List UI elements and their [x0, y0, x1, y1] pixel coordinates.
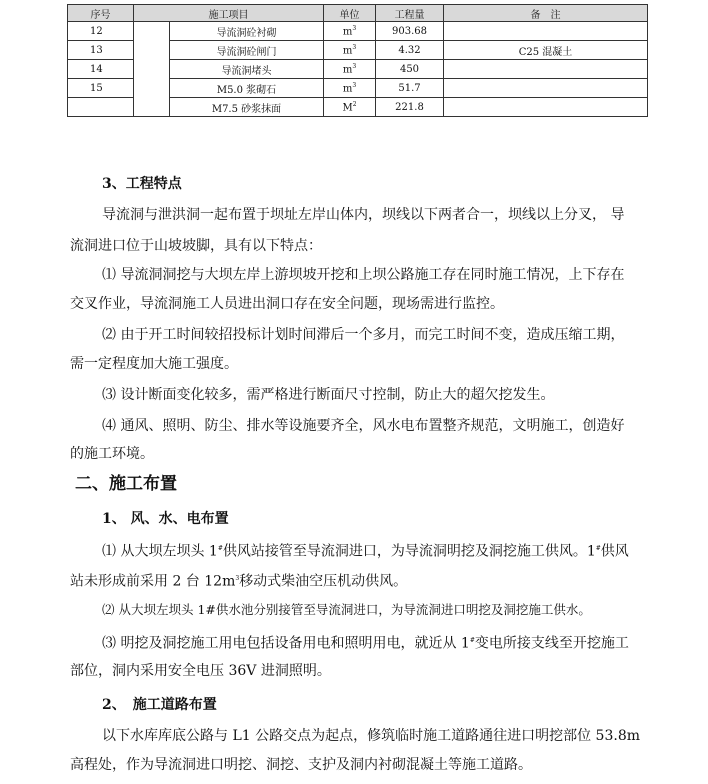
list-item-line: ⑷ 通风、照明、防尘、排水等设施要齐全，风水电布置整齐规范，文明施工，创造好 — [102, 418, 625, 434]
cell-qty: 4.32 — [376, 41, 444, 60]
paragraph-line: 以下水库库底公路与 L1 公路交点为起点，修筑临时施工道路通往进口明挖部位 53.8m — [102, 728, 640, 744]
cell-qty: 903.68 — [376, 22, 444, 41]
header-qty: 工程量 — [376, 5, 444, 22]
paragraph-line: 站未形成前采用 2 台 $12m^3$移动式柴油空压机动供风。 — [70, 573, 408, 590]
list-item-line: 需一定程度加大施工强度。 — [70, 356, 238, 372]
list-item-line: ⑵ 由于开工时间较招投标计划时间滞后一个多月，而完工时间不变，造成压缩工期， — [102, 327, 625, 343]
paragraph-line: ⑶ 明挖及洞挖施工用电包括设备用电和照明用电，就近从 1#变电所接支线至开挖施工 — [102, 635, 629, 652]
list-item-line: ⑴ 导流洞洞挖与大坝左岸上游坝坡开挖和上坝公路施工存在同时施工情况，上下存在 — [102, 267, 625, 283]
subsection-heading-utilities: 1、 风、水、电布置 — [102, 511, 229, 527]
cell-qty: 51.7 — [376, 79, 444, 98]
section-heading-features: 3、工程特点 — [102, 176, 182, 192]
cell-seq: 13 — [68, 41, 134, 60]
header-item: 施工项目 — [134, 5, 324, 22]
cell-note — [444, 60, 648, 79]
subsection-heading-roads: 2、 施工道路布置 — [102, 697, 217, 713]
cell-item: 导流洞堵头 — [170, 60, 324, 79]
header-seq: 序号 — [68, 5, 134, 22]
cell-seq: 14 — [68, 60, 134, 79]
list-item-line: ⑶ 设计断面变化较多，需严格进行断面尺寸控制，防止大的超欠挖发生。 — [102, 387, 555, 403]
cell-seq: 12 — [68, 22, 134, 41]
paragraph-line: 部位，洞内采用安全电压 36V 进洞照明。 — [70, 663, 331, 679]
paragraph-line: ⑵ 从大坝左坝头 1#供水池分别接管至导流洞进口，为导流洞进口明挖及洞挖施工供水。 — [102, 602, 591, 617]
header-unit: 单位 — [324, 5, 376, 22]
paragraph-line: 导流洞与泄洪洞一起布置于坝址左岸山体内，坝线以下两者合一，坝线以上分叉， 导 — [102, 207, 625, 223]
cell-seq: 15 — [68, 79, 134, 98]
cell-unit: $M^2$ — [324, 98, 376, 117]
cell-note: C25 混凝土 — [444, 41, 648, 60]
cell-item: M7.5 砂浆抹面 — [170, 98, 324, 117]
cell-note — [444, 79, 648, 98]
header-note: 备 注 — [444, 5, 648, 22]
cell-unit: $m^3$ — [324, 79, 376, 98]
list-item-line: 交叉作业，导流洞施工人员进出洞口存在安全问题，现场需进行监控。 — [70, 296, 504, 312]
paragraph-line: 流洞进口位于山坡坡脚，具有以下特点： — [70, 238, 322, 254]
table-header-row — [68, 5, 648, 22]
cell-qty: 221.8 — [376, 98, 444, 117]
chapter-heading-layout: 二、施工布置 — [75, 474, 177, 494]
quantity-table — [67, 4, 648, 117]
cell-seq — [68, 98, 134, 117]
list-item-line: 的施工环境。 — [70, 446, 154, 462]
cell-item: M5.0 浆砌石 — [170, 79, 324, 98]
table-row — [68, 22, 648, 41]
cell-qty: 450 — [376, 60, 444, 79]
cell-group-blank — [134, 22, 170, 117]
cell-unit: $m^3$ — [324, 60, 376, 79]
cell-note — [444, 22, 648, 41]
cell-item: 导流洞砼闸门 — [170, 41, 324, 60]
paragraph-line: ⑴ 从大坝左坝头 1#供风站接管至导流洞进口，为导流洞明挖及洞挖施工供风。1#供风 — [102, 543, 629, 560]
cell-note — [444, 98, 648, 117]
cell-unit: $m^3$ — [324, 41, 376, 60]
cell-unit: $m^3$ — [324, 22, 376, 41]
paragraph-line: 高程处，作为导流洞进口明挖、洞挖、支护及洞内衬砌混凝土等施工道路。 — [70, 757, 532, 773]
cell-item: 导流洞砼衬砌 — [170, 22, 324, 41]
